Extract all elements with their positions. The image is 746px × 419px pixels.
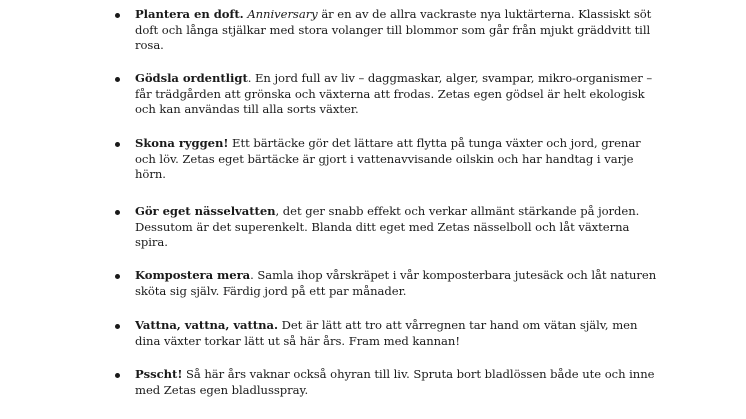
bullet-icon [115, 324, 120, 329]
list-item [135, 204, 660, 251]
item-lead: Gödsla ordentligt [135, 71, 248, 85]
item-lead: Skona ryggen! [135, 136, 229, 150]
item-lead: Psscht! [135, 367, 183, 381]
list-item [135, 136, 660, 183]
bullet-icon [115, 210, 120, 215]
list-item [135, 7, 660, 54]
list-item [135, 71, 660, 118]
item-text: . En jord full av liv – daggmaskar, alger, svampar, mikro-organismer – får trädgården att grönska och växterna att frodas. Zetas egen gödsel är helt ekologisk och kan användas till alla sorts växter. [135, 71, 653, 116]
list-item [135, 367, 660, 398]
list-item [135, 318, 660, 349]
bullet-icon [115, 373, 120, 378]
item-lead: Vattna, vattna, vattna. [135, 318, 278, 332]
item-text: Ett bärtäcke gör det lättare att flytta på tunga växter och jord, grenar och löv. Zetas eget bärtäcke är gjort i vattenavvisande oilskin och har handtag i varje hörn. [135, 136, 641, 181]
item-text: , det ger snabb effekt och verkar allmänt stärkande på jorden. Dessutom är det superenkelt. Blanda ditt eget med Zetas nässelboll och låt växterna spira. [135, 204, 640, 249]
list-item [135, 268, 660, 299]
item-text: Det är lätt att tro att vårregnen tar hand om vätan själv, men dina växter torkar lätt ut så här års. Fram med kannan! [135, 318, 638, 348]
bullet-icon [115, 274, 120, 279]
item-lead: Gör eget nässelvatten [135, 204, 276, 218]
item-text: Så här års vaknar också ohyran till liv. Spruta bort bladlössen både ute och inne med Zetas egen bladlusspray. [135, 367, 655, 397]
item-lead: Plantera en doft. [135, 7, 244, 21]
bullet-icon [115, 13, 120, 18]
bullet-icon [115, 142, 120, 147]
item-emphasis: Anniversary [247, 7, 318, 21]
bullet-icon [115, 77, 120, 82]
item-text: är en av de allra vackraste nya luktärterna. Klassiskt söt doft och långa stjälkar med stora volanger till blommor som går från mjukt gräddvitt till rosa. [135, 7, 652, 52]
item-lead: Kompostera mera [135, 268, 251, 282]
item-text: . Samla ihop vårskräpet i vår komposterbara jutesäck och låt naturen sköta sig själv. Färdig jord på ett par månader. [135, 268, 657, 298]
